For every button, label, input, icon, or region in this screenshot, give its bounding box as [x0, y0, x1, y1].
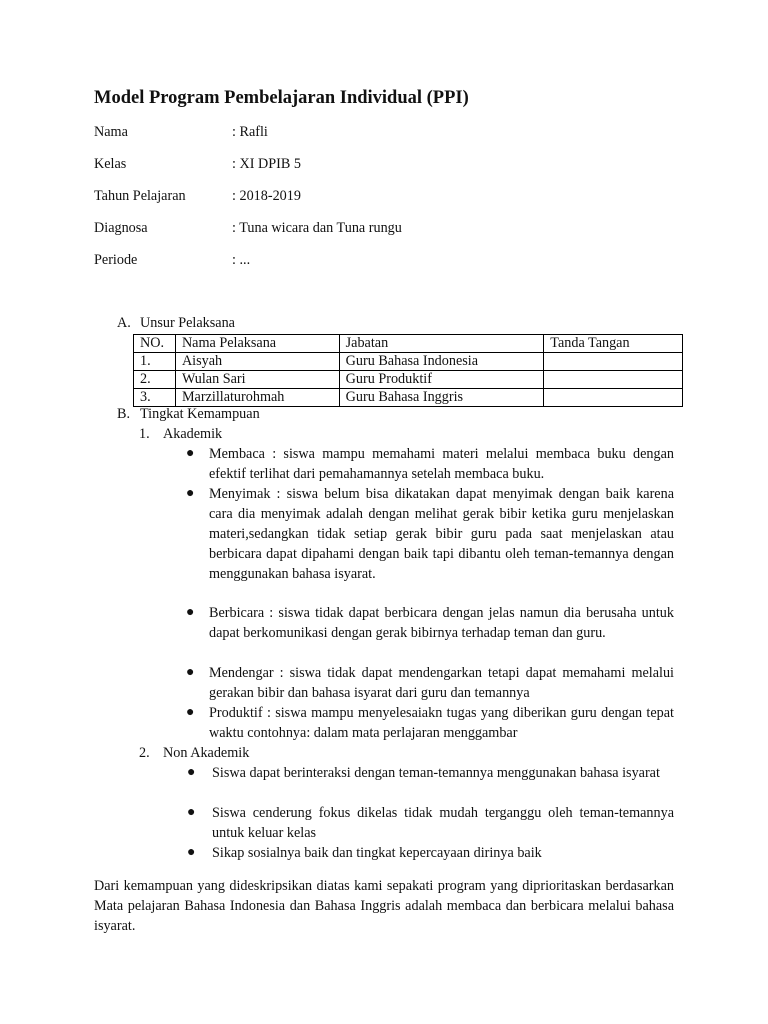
list-item-text: Membaca : siswa mampu memahami materi melalui membaca buku dengan efektif terlihat dari pemahamannya setelah membaca buku.: [209, 446, 674, 482]
list-item-text: Berbicara : siswa tidak dapat berbicara dengan jelas namun dia berusaha untuk dapat berkomunikasi dengan gerak bibirnya terhadap teman dan guru.: [209, 605, 674, 641]
bullet-dot-icon: ●: [186, 446, 195, 461]
table-cell: [544, 371, 683, 389]
section-marker: B.: [117, 406, 131, 422]
table-header-cell: Jabatan: [339, 335, 544, 353]
list-item-text: Mendengar : siswa tidak dapat mendengarkan tetapi dapat memahami melalui gerakan bibir dan bahasa isyarat dari guru dan temannya: [209, 665, 674, 701]
conclusion-paragraph: Dari kemampuan yang dideskripsikan diatas kami sepakati program yang diprioritaskan berdasarkan Mata pelajaran Bahasa Indonesia dan Bahasa Inggris adalah membaca dan berbicara melalui bahasa isyarat.: [94, 878, 674, 934]
field-label: Diagnosa: [94, 220, 148, 236]
bullet-dot-icon: ●: [187, 845, 196, 860]
field-value: : ...: [232, 252, 251, 268]
table-cell: Aisyah: [175, 353, 339, 371]
list-item: [186, 484, 674, 584]
table-row: [134, 371, 683, 389]
list-item: [186, 603, 674, 643]
subsection-title: Akademik: [163, 426, 223, 442]
bullet-dot-icon: ●: [186, 665, 195, 680]
field-value: : 2018-2019: [232, 188, 301, 204]
list-item-text: Produktif : siswa mampu menyelesaiakn tugas yang diberikan guru dengan tepat waktu contohnya: dalam mata perlajaran menggambar: [209, 705, 674, 741]
table-cell: 1.: [134, 353, 176, 371]
table-header-cell: Nama Pelaksana: [175, 335, 339, 353]
table-cell: Wulan Sari: [175, 371, 339, 389]
section-marker: A.: [117, 315, 131, 331]
table-cell: Guru Produktif: [339, 371, 544, 389]
table-header-cell: NO.: [134, 335, 176, 353]
section-title: Tingkat Kemampuan: [140, 406, 260, 422]
list-item-text: Siswa dapat berinteraksi dengan teman-temannya menggunakan bahasa isyarat: [212, 765, 660, 781]
field-label: Kelas: [94, 156, 127, 172]
table-cell: [544, 353, 683, 371]
field-tahun-pelajaran: [94, 186, 694, 206]
field-periode: [94, 250, 694, 270]
table-cell: Guru Bahasa Indonesia: [339, 353, 544, 371]
list-item: [187, 843, 674, 863]
table-cell: 2.: [134, 371, 176, 389]
section-title: Unsur Pelaksana: [140, 315, 235, 331]
list-item: [186, 663, 674, 703]
bullet-dot-icon: ●: [186, 605, 195, 620]
table-cell: 3.: [134, 389, 176, 407]
field-value: : Rafli: [232, 124, 268, 140]
field-diagnosa: [94, 218, 694, 238]
field-kelas: [94, 154, 694, 174]
table-cell: Guru Bahasa Inggris: [339, 389, 544, 407]
bullet-dot-icon: ●: [186, 486, 195, 501]
table-cell: Marzillaturohmah: [175, 389, 339, 407]
bullet-dot-icon: ●: [186, 705, 195, 720]
list-number: 1.: [139, 426, 150, 442]
bullet-dot-icon: ●: [187, 765, 196, 780]
table-header-row: [134, 335, 683, 353]
field-value: : Tuna wicara dan Tuna rungu: [232, 220, 402, 236]
field-value: : XI DPIB 5: [232, 156, 301, 172]
subsection-title: Non Akademik: [163, 745, 250, 761]
bullet-dot-icon: ●: [187, 805, 196, 820]
list-item-text: Siswa cenderung fokus dikelas tidak mudah terganggu oleh teman-temannya untuk keluar kelas: [212, 805, 674, 841]
list-item: [186, 703, 674, 743]
list-number: 2.: [139, 745, 150, 761]
table-cell: [544, 389, 683, 407]
table-header-cell: Tanda Tangan: [544, 335, 683, 353]
field-label: Periode: [94, 252, 138, 268]
list-item: [186, 444, 674, 484]
field-label: Tahun Pelajaran: [94, 188, 186, 204]
document-title: Model Program Pembelajaran Individual (PPI): [94, 88, 469, 108]
list-item: [187, 803, 674, 843]
field-nama: [94, 122, 694, 142]
list-item-text: Menyimak : siswa belum bisa dikatakan dapat menyimak dengan baik karena cara dia menyimak adalah dengan melihat gerak bibir ketika guru menjelaskan materi,sedangkan tidak setiap gerak bibir guru pada saat menjelaskan atau berbicara dapat dipahami dengan baik tapi dibantu oleh teman-temannya dengan menggunakan bahasa isyarat.: [209, 486, 674, 582]
field-label: Nama: [94, 124, 128, 140]
list-item: [187, 763, 674, 783]
pelaksana-table: [133, 334, 683, 407]
table-row: [134, 353, 683, 371]
list-item-text: Sikap sosialnya baik dan tingkat kepercayaan dirinya baik: [212, 845, 542, 861]
